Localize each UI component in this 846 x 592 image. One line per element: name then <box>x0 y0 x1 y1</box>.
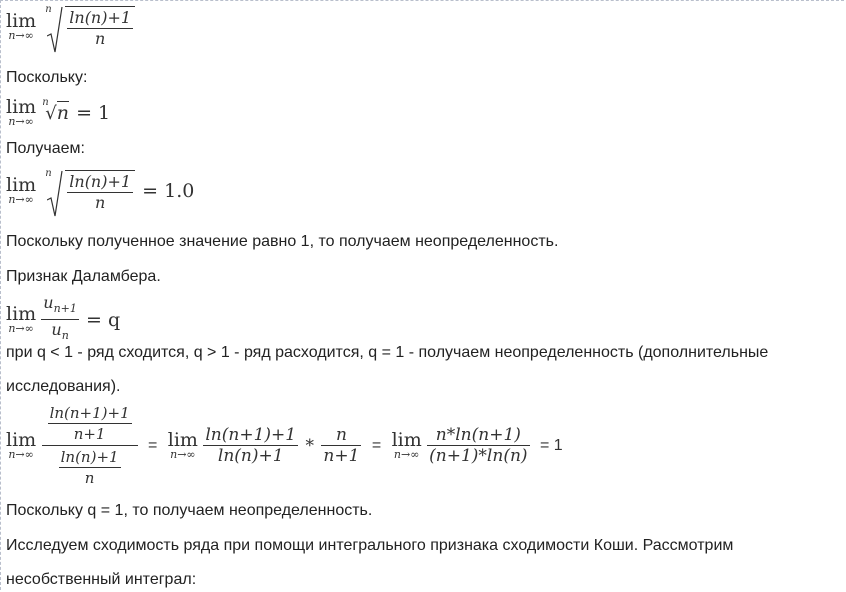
ratio-fraction: $\frac{u_{n+1}}{u_n}$ <box>43 293 77 343</box>
text-dalambert-rule-1: при q < 1 - ряд сходится, q > 1 - ряд расходится, q = 1 - получаем неопределенность (дополнительные <box>6 344 769 361</box>
limit-operator: lim n→∞ <box>6 428 37 461</box>
formula-nth-root-n: lim n→∞ n √n = 1 <box>6 96 111 128</box>
limit-operator: lim n→∞ <box>167 428 198 461</box>
formula-root-limit <box>6 6 135 48</box>
nth-root: n $\frac{\ln(n)+1}{n}$ <box>47 170 135 212</box>
fraction-n-ratio: $\frac{n}{n+1}$ <box>323 425 360 466</box>
root-of-n: n √n <box>42 97 69 124</box>
limit-operator: lim n→∞ <box>391 428 422 461</box>
formula-dalambert: lim n→∞ $\frac{u_{n+1}}{u_n}$ = q <box>6 294 122 345</box>
limit-operator: lim n→∞ <box>6 174 37 206</box>
limit-operator: lim n→∞ <box>6 96 37 128</box>
text-dalambert-title: Признак Даламбера. <box>6 268 161 285</box>
text-since-2: Поскольку полученное значение равно 1, то получаем неопределенность. <box>6 233 559 250</box>
fraction-log-ratio: $\frac{\ln(n+1)+1}{\ln(n)+1}$ <box>205 425 297 466</box>
fraction-final: $\frac{n*\ln(n+1)}{(n+1)*\ln(n)}$ <box>429 425 528 466</box>
text-cauchy-2: несобственный интеграл: <box>6 571 197 588</box>
formula-dalambert-computation: lim n→∞ $\frac{\frac{\ln(n+1)+1}{n+1}}{\frac{\ln(n)+1}{n}}$ = lim n→∞ $\frac{\ln(n+1)+1}{\ln(n)+1}$ * $\frac{n}{n+1}$ = lim n→∞ $\frac{n*\ln(n+1)}{(n+1)*\ln(n)}$ = 1 <box>6 404 563 487</box>
text-get: Получаем: <box>6 140 85 157</box>
limit-operator: lim n→∞ <box>6 302 37 335</box>
nth-root: n $\frac{\ln(n)+1}{n}$ <box>47 6 135 48</box>
text-since-3: Поскольку q = 1, то получаем неопределенность. <box>6 502 373 519</box>
text-cauchy-1: Исследуем сходимость ряда при помощи интегрального признака сходимости Коши. Рассмотрим <box>6 537 734 554</box>
text-dalambert-rule-2: исследования). <box>6 378 121 395</box>
limit-operator: lim n→∞ <box>6 10 37 42</box>
text-since-1: Поскольку: <box>6 69 88 86</box>
formula-root-limit-result: lim n→∞ n $\frac{\ln(n)+1}{n}$ = 1.0 <box>6 170 196 212</box>
compound-fraction: $\frac{\frac{\ln(n+1)+1}{n+1}}{\frac{\ln(n)+1}{n}}$ <box>42 404 138 487</box>
